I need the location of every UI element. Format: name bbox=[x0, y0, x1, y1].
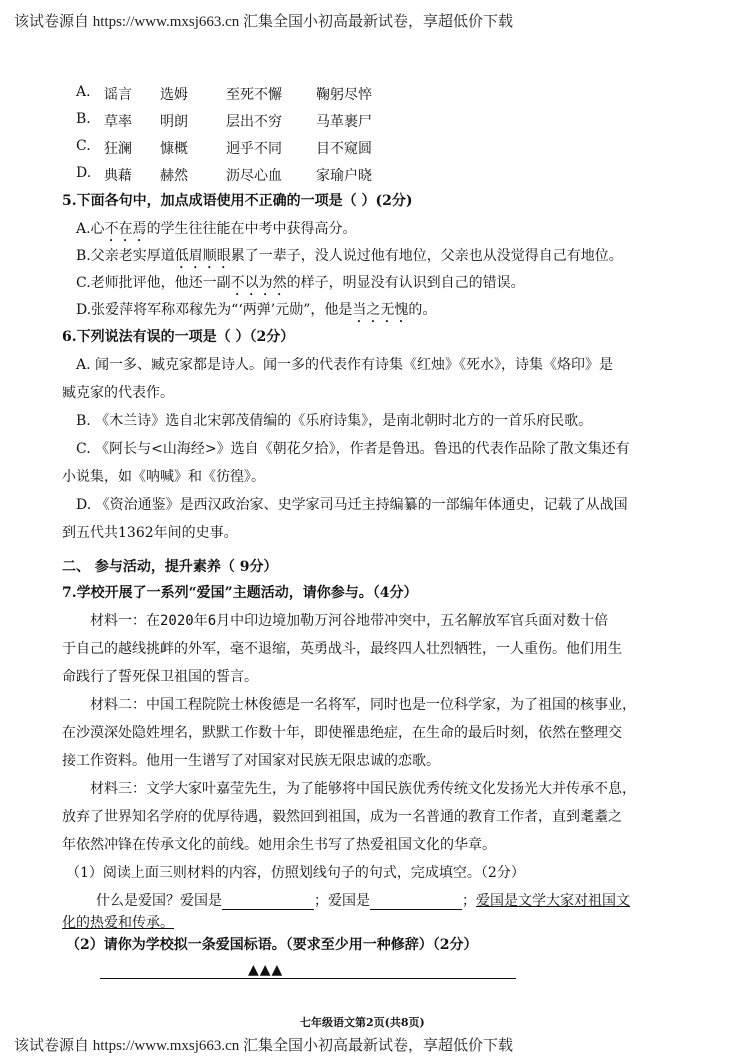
q6-stem: 6.下列说法有误的一项是（ ）（2分） bbox=[62, 329, 295, 345]
q6-option-d-line1: D. 《资治通鉴》是西汉政治家、史学家司马迁主持编纂的一部编年体通史，记载了从战国 bbox=[76, 497, 628, 513]
q7-fill-row bbox=[96, 890, 630, 910]
option-word: 明朗 bbox=[160, 114, 188, 130]
option-word: 至死不懈 bbox=[226, 87, 282, 103]
option-word: 家瑜户晓 bbox=[316, 168, 372, 184]
watermark-top: 该试卷源自 https://www.mxsj663.cn 汇集全国小初高最新试卷，享超低价下载 bbox=[14, 14, 514, 30]
q6-option-b: B. 《木兰诗》选自北宋郭茂倩编的《乐府诗集》，是南北朝时北方的一首乐府民歌。 bbox=[76, 413, 593, 429]
q5-option-dotted: 不在焉 bbox=[104, 221, 147, 237]
q5-stem: 5.下面各句中，加点成语使用不正确的一项是（ ）(2分) bbox=[62, 193, 413, 209]
option-word: 沥尽心血 bbox=[226, 168, 282, 184]
q5-option-post: 的。 bbox=[408, 302, 437, 318]
fill-underlined-example: 爱国是文学大家对祖国文 bbox=[476, 893, 630, 909]
fill-text-c: ； bbox=[462, 893, 476, 909]
q7-sub1: （1）阅读上面三则材料的内容，仿照划线句子的句式，完成填空。（2分） bbox=[66, 865, 525, 881]
material-1-line2: 于自己的越线挑衅的外军，毫不退缩，英勇战斗，最终四人壮烈牺牲，一人重伤。他们用生 bbox=[62, 641, 622, 657]
q6-option-c-line1: C. 《阿长与<山海经>》选自《朝花夕拾》，作者是鲁迅。鲁迅的代表作品除了散文集还有 bbox=[76, 441, 630, 457]
material-2-line1: 材料二：中国工程院院士林俊德是一名将军，同时也是一位科学家，为了祖国的核事业， bbox=[90, 697, 636, 713]
q6-option-d-line2: 到五代共1362年间的史事。 bbox=[62, 525, 238, 541]
answer-line[interactable] bbox=[100, 978, 516, 979]
option-word: 选姆 bbox=[160, 87, 188, 103]
q6-option-a-line2: 臧克家的代表作。 bbox=[62, 385, 174, 401]
q5-option-pre: A.心 bbox=[76, 221, 105, 237]
watermark-bottom: 该试卷源自 https://www.mxsj663.cn 汇集全国小初高最新试卷，享超低价下载 bbox=[14, 1038, 514, 1054]
option-letter: C. bbox=[76, 138, 91, 154]
option-word: 典藉 bbox=[104, 168, 132, 184]
q7-sub2: （2）请你为学校拟一条爱国标语。（要求至少用一种修辞）（2分） bbox=[66, 937, 478, 953]
q6-option-a-line1: A. 闻一多、臧克家都是诗人。闻一多的代表作有诗集《红烛》《死水》，诗集《烙印》是 bbox=[76, 357, 614, 373]
q5-option-post: 的学生往往能在中考中获得高分。 bbox=[146, 221, 357, 237]
q5-option bbox=[76, 245, 623, 272]
q5-option bbox=[76, 218, 357, 245]
option-word: 狂澜 bbox=[104, 141, 132, 157]
q5-option-dotted: 低眉顺眼 bbox=[174, 248, 231, 264]
option-word: 赫然 bbox=[160, 168, 188, 184]
fill-text-b: ；爱国是 bbox=[314, 893, 370, 909]
q5-option-dotted: 不以为然 bbox=[230, 275, 287, 291]
option-letter: B. bbox=[76, 111, 91, 127]
material-3-line2: 放弃了世界知名学府的优厚待遇，毅然回到祖国，成为一名普通的教育工作者，直到耄耋之 bbox=[62, 809, 622, 825]
q5-option-pre: B.父亲老实厚道 bbox=[76, 248, 175, 264]
option-letter: A. bbox=[76, 84, 91, 100]
option-word: 层出不穷 bbox=[226, 114, 282, 130]
option-word: 迥乎不同 bbox=[226, 141, 282, 157]
q5-option-pre: C.老师批评他，他还一副 bbox=[76, 275, 231, 291]
q5-option bbox=[76, 299, 436, 326]
fill-text-a: 什么是爱国？爱国是 bbox=[96, 893, 222, 909]
material-3-line1: 材料三：文学大家叶嘉莹先生，为了能够将中国民族优秀传统文化发扬光大并传承不息， bbox=[90, 781, 636, 797]
page-footer: 七年级语文第2页(共8页) bbox=[300, 1016, 425, 1029]
material-2-line2: 在沙漠深处隐姓埋名，默默工作数十年，即使罹患绝症，在生命的最后时刻，依然在整理交 bbox=[62, 725, 622, 741]
q5-option-post: 累了一辈子，没人说过他有地位，父亲也从没觉得自己有地位。 bbox=[230, 248, 623, 264]
section-title: 二、 参与活动，提升素养（ 9分） bbox=[62, 559, 278, 575]
q5-option-post: 的样子，明显没有认识到自己的错误。 bbox=[286, 275, 525, 291]
q5-option-pre: D.张爱萍将军称邓稼先为“‘两弹’元勋”，他是 bbox=[76, 302, 353, 318]
q5-option bbox=[76, 272, 525, 299]
option-word: 目不窥圆 bbox=[316, 141, 372, 157]
option-letter: D. bbox=[76, 165, 92, 181]
material-1-line1: 材料一：在2020年6月中印边境加勒万河谷地带冲突中，五名解放军官兵面对数十倍 bbox=[90, 613, 609, 629]
triangle-markers: ▲▲▲ bbox=[248, 962, 284, 978]
option-word: 马革裹尸 bbox=[316, 114, 372, 130]
material-1-line3: 命践行了誓死保卫祖国的誓言。 bbox=[62, 669, 258, 685]
material-3-line3: 年依然冲锋在传承文化的前线。她用余生书写了热爱祖国文化的华章。 bbox=[62, 837, 496, 853]
fill-underlined-example-cont: 化的热爱和传承。 bbox=[62, 915, 174, 931]
q6-option-c-line2: 小说集，如《呐喊》和《彷徨》。 bbox=[62, 469, 265, 485]
option-word: 草率 bbox=[104, 114, 132, 130]
material-2-line3: 接工作资料。他用一生谱写了对国家对民族无限忠诚的恋歌。 bbox=[62, 753, 440, 769]
q5-option-dotted: 当之无愧 bbox=[352, 302, 409, 318]
fill-blank-1[interactable] bbox=[222, 895, 314, 910]
q7-stem: 7.学校开展了一系列“爱国”主题活动，请你参与。（4分） bbox=[62, 585, 418, 601]
fill-blank-2[interactable] bbox=[370, 895, 462, 910]
option-word: 鞠躬尽悴 bbox=[316, 87, 372, 103]
option-word: 慷概 bbox=[160, 141, 188, 157]
option-word: 谣言 bbox=[104, 87, 132, 103]
